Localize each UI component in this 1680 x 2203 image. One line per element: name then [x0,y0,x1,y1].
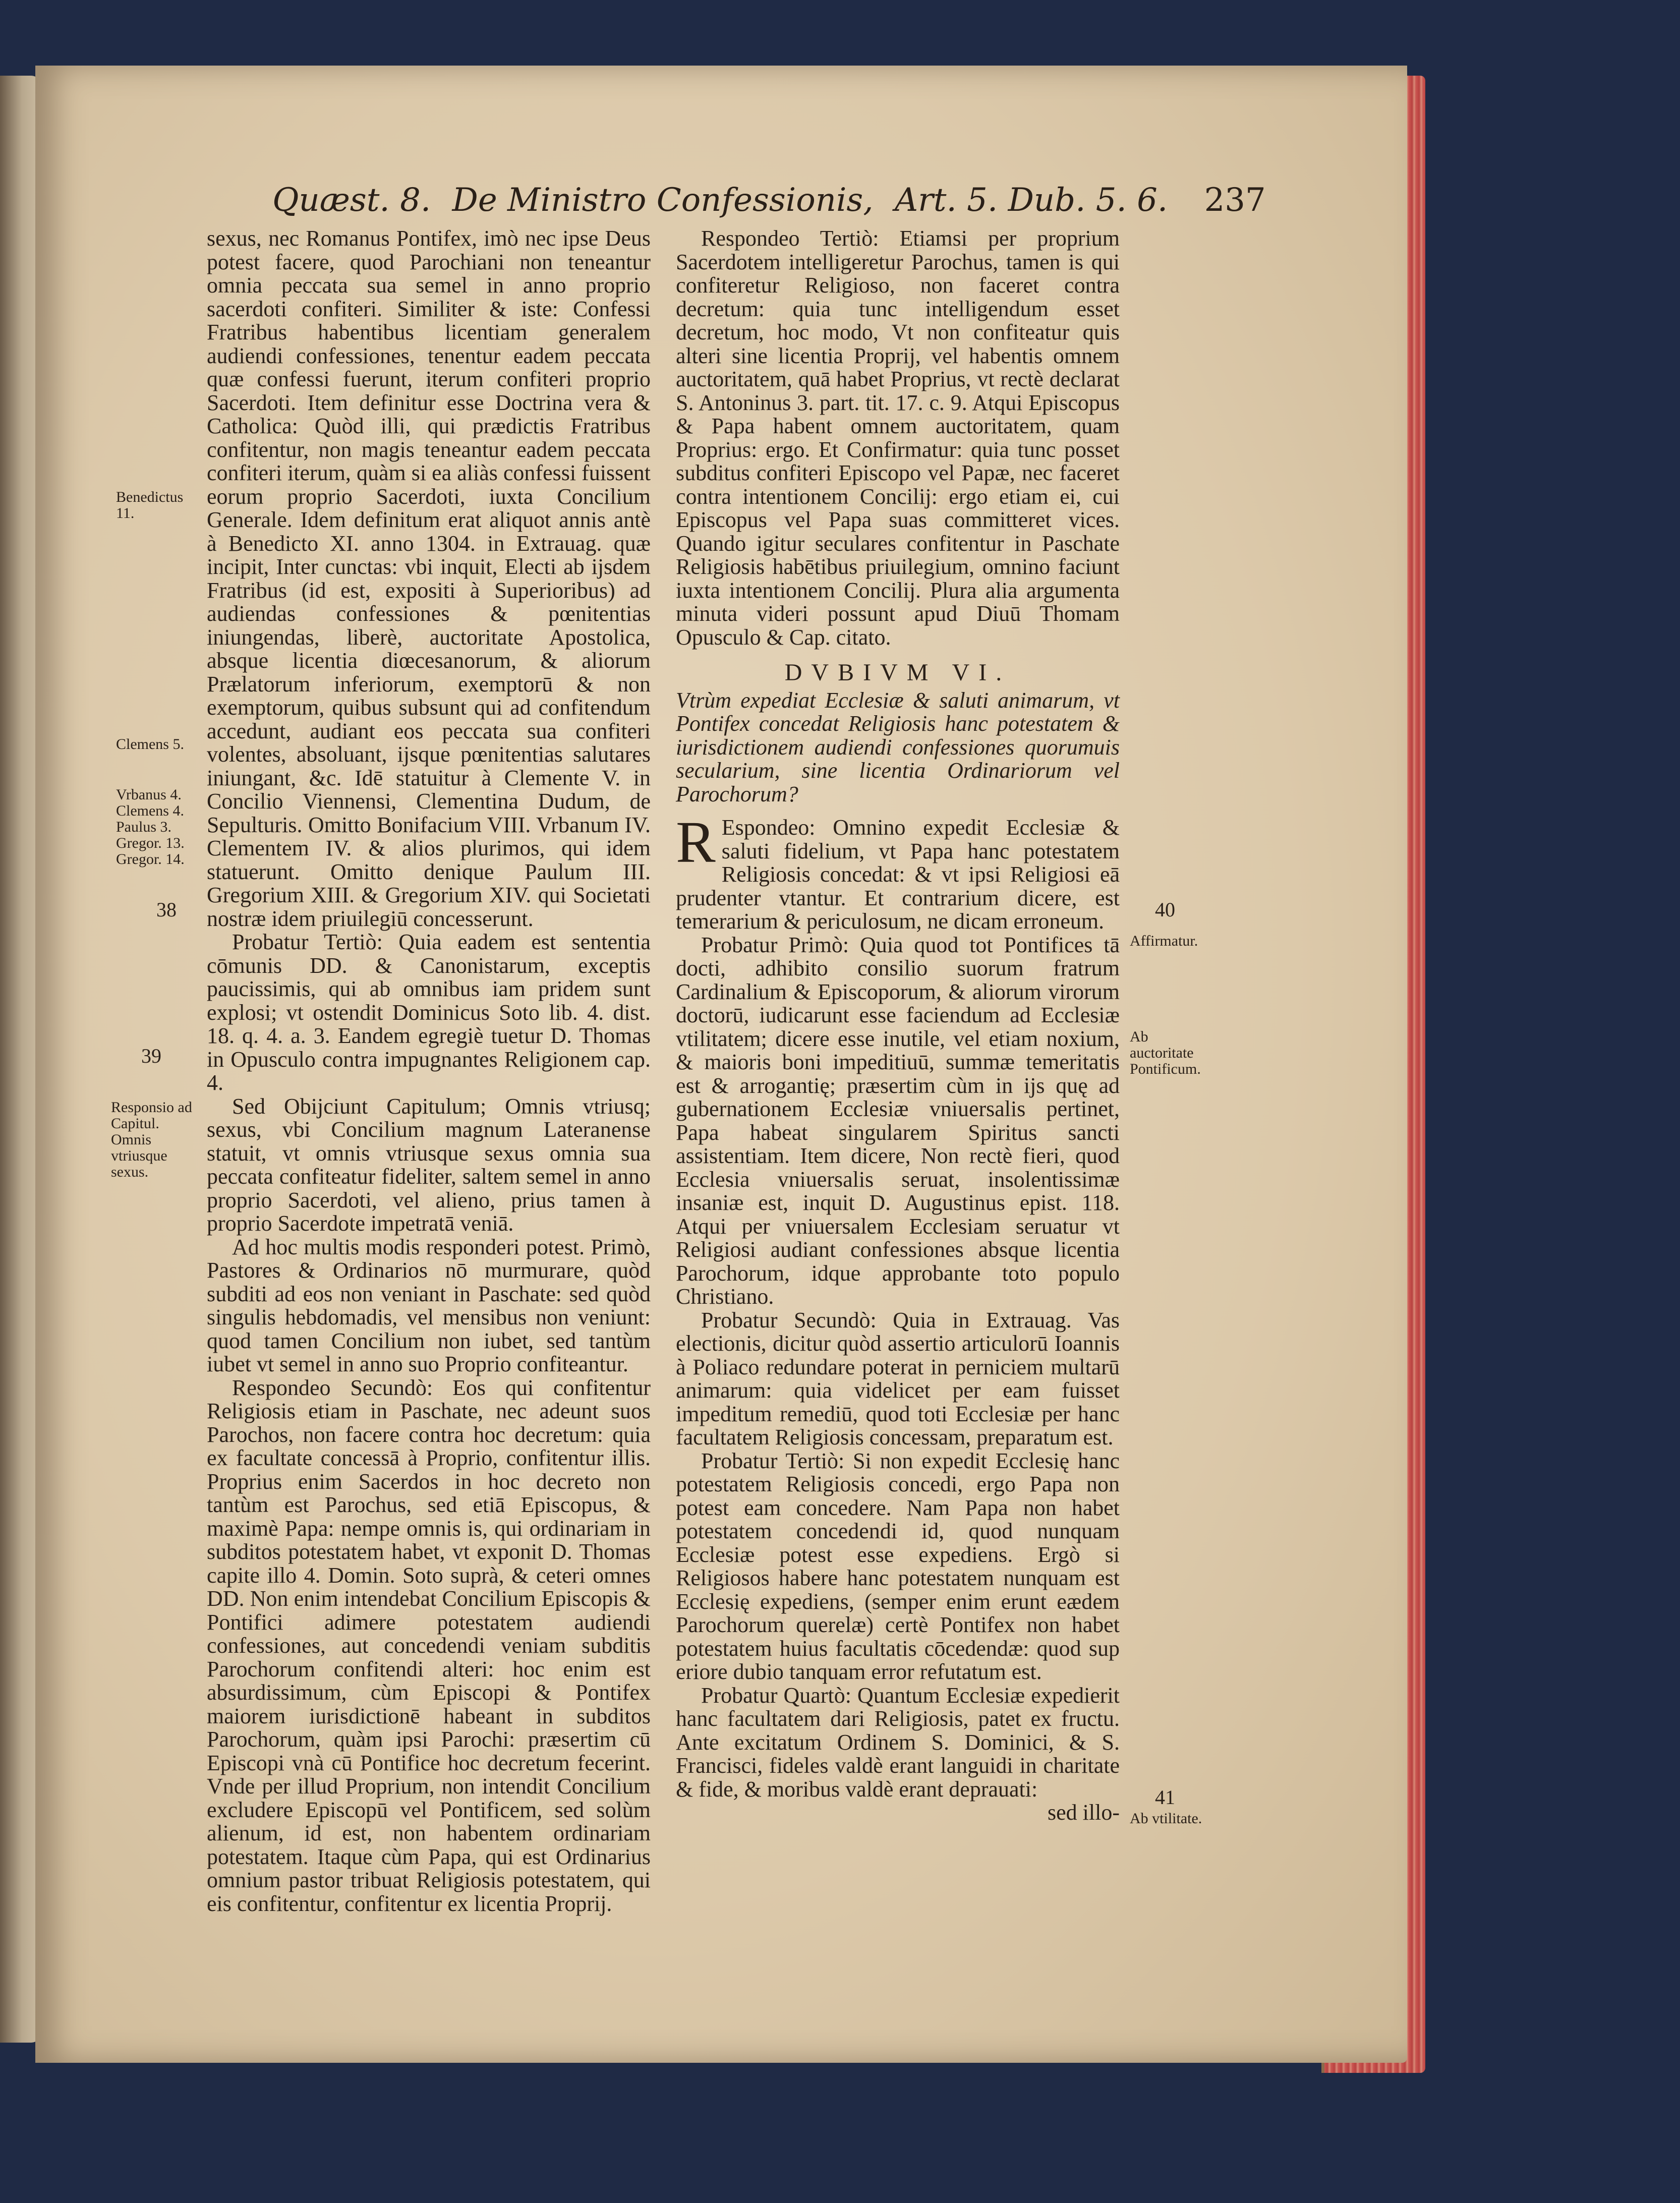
margin-note-responsio: Responsio ad Capitul. Omnis vtriusque sexus. [111,1099,192,1180]
margin-number-40: 40 [1155,898,1175,921]
margin-note-vtilitate: Ab vtilitate. [1130,1810,1202,1827]
paragraph: Probatur Tertiò: Quia eadem est sententia cōmunis DD. & Canonistarum, exceptis paucissimis, qui ab omnibus iam pridem sunt explosi; vt ostendit Dominicus Soto lib. 4. dist. 18. q. 4. a. 3. Eandem egregiè tuetur D. Thomas in Opusculo contra impugnantes Religionem cap. 4. [207,930,651,1095]
margin-number-41: 41 [1155,1786,1175,1809]
answer-paragraph [676,809,1120,934]
running-header [272,182,1266,232]
paragraph: sexus, nec Romanus Pontifex, imò nec ipse Deus potest facere, quod Parochiani non teneantur omnia peccata sua semel in anno proprio sacerdoti confiteri. Similiter & iste: Confessi Fratribus habentibus licentiam generalem audiendi confessiones, tenentur eadem peccata quæ confessi fuerunt, iterum confiteri proprio Sacerdoti. Item definitur esse Doctrina vera & Catholica: Quòd illi, qui prædictis Fratribus confitentur, non magis teneantur eadem peccata confiteri iterum, quàm si ea aliàs confessi fuissent eorum proprio Sacerdoti, iuxta Concilium Generale. Idem definitum erat aliquot annis antè à Benedicto XI. anno 1304. in Extrauag. quæ incipit, Inter cunctas: vbi inquit, Electi ab ijsdem Fratribus (id est, expositi à Superioribus) ad audiendas confessiones & pœnitentias iniungendas, liberè, auctoritate Apostolica, absque licentia diœcesanorum, & aliorum Prælatorum inferiorum, exemptorū & non exemptorum, quibus subsunt qui ad confitendum accedunt, audiant eos peccata sua confiteri volentes, absoluant, ijsque pœnitentias salutares iniungant, &c. Idē statuitur à Clemente V. in Concilio Viennensi, Clementina Dudum, de Sepulturis. Omitto Bonifacium VIII. Vrbanum IV. Clementem IV. & alios plurimos, qui idem statuerunt. Omitto denique Paulum III. Gregorium XIII. & Gregorium XIV. qui Societati nostræ idem priuilegiū concesserunt. [207,226,651,931]
header-quaest: Quæst. 8. [272,182,431,219]
margin-note-affirmatur: Affirmatur. [1130,933,1198,949]
paragraph: Probatur Primò: Quia quod tot Pontifices tā docti, adhibito consilio suorum fratrum Cardinalium & Episcoporum, & aliorum virorum doctorū, iudicarunt esse faciendum ad Ecclesiæ vtilitatem; dicere esse inutile, vel etiam noxium, & maioris boni impeditiuū, summæ temeritatis est & arrogantię; præsertim cùm in ijs quę ad gubernationem Ecclesiæ vniuersalis pertinet, Papa habeat singularem Spiritus sancti assistentiam. Item dicere, Non rectè fieri, quod Ecclesia vniuersalis seruat, insolentissimæ insaniæ est, inquit D. Augustinus epist. 118. Atqui per vniuersalem Ecclesiam seruatur vt Religiosi audiant confessiones absque licentia Parochorum, idque approbante toto populo Christiano. [676,932,1120,1309]
paragraph: Ad hoc multis modis responderi potest. Primò, Pastores & Ordinarios nō murmurare, quòd subditi ad eos non veniant in Paschate: sed quòd singulis hebdomadis, vel mensibus non veniunt: quod tamen Concilium non iubet, sed tantùm iubet vt semel in anno suo Proprio confiteantur. [207,1234,651,1376]
drop-cap: R [676,809,716,875]
margin-note-benedictus: Benedictus 11. [116,489,184,521]
paragraph: Sed Obijciunt Capitulum; Omnis vtriusq; sexus, vbi Concilium magnum Lateranense statuit, vt omnis vtriusque sexus omnia sua peccata confiteatur fideliter, saltem semel in anno proprio Sacerdoti, vel alieno, prius tamen à proprio Sacerdote impetratā veniā. [207,1093,651,1236]
page-number: 237 [1204,182,1266,219]
paragraph: Respondeo Tertiò: Etiamsi per proprium Sacerdotem intelligeretur Parochus, tamen is qui confiteretur Religioso, non faceret contra decretum: quia tunc intelligendum esset decretum, hoc modo, Vt non confiteatur quis alteri sine licentia Proprij, vel habentis omnem auctoritatem, quā habet Proprius, vt rectè declarat S. Antoninus 3. part. tit. 17. c. 9. Atqui Episcopus & Papa habent omnem auctoritatem, quam Proprius: ergo. Et Confirmatur: quia tunc posset subditus confiteri Episcopo vel Papæ, nec faceret contra intentionem Concilij: ergo etiam ei, cui Episcopus vel Papa suas committeret vices. Quando igitur seculares confitentur in Paschate Religiosis habētibus priuilegium, omnino faciunt iuxta intentionem Concilij. Plura alia argumenta minuta videri possunt apud Diuū Thomam Opusculo & Cap. citato. [676,226,1120,650]
right-column [676,227,1120,1825]
margin-note-clemens: Clemens 5. [116,736,184,752]
paragraph: Probatur Quartò: Quantum Ecclesiæ expedierit hanc facultatem dari Religiosis, patet ex fructu. Ante excitatum Ordinem S. Dominici, & S. Francisci, fideles valdè erant languidi in charitate & fide, & moribus valdè erant deprauati: [676,1683,1120,1802]
margin-number-38: 38 [156,898,177,921]
paragraph: Probatur Secundò: Quia in Extrauag. Vas electionis, dicitur quòd assertio articulorū Ioannis à Poliaco redundare poterat in perniciem multarū animarum: quia videlicet per eam fuisset impeditum remediū, quod toti Ecclesiæ per hanc facultatem Religiosis concessam, preparatum est. [676,1307,1120,1450]
catchword: sed illo- [1048,1800,1120,1825]
header-article: Art. 5. Dub. 5. 6. [894,182,1168,219]
paragraph: Respondeo Secundò: Eos qui confitentur Religiosis etiam in Paschate, nec adeunt suos Parochos, non facere contra hoc decretum: quia ex facultate concessā à Proprio, confitentur illis. Proprius enim Sacerdos in hoc decreto non tantùm est Parochus, sed etiā Episcopus, & maximè Papa: nempe omnis is, qui ordinariam in subditos potestatem habet, vt exponit D. Thomas capite illo 4. Domin. Soto suprà, & ceteri omnes DD. Non enim intendebat Concilium Episcopis & Pontifici adimere potestatem audiendi confessiones, aut concedendi veniam subditis Parochorum confitendi alteri: hoc enim est absurdissimum, cùm Episcopi & Pontifex maiorem iurisdictionē habeant in subditos Parochorum, quàm ipsi Parochi: præsertim cū Episcopi vnà cū Pontifice hoc decretum fecerint. Vnde per illud Proprium, non intendit Concilium excludere Episcopū vel Pontificem, sed solùm alienum, id est, non habentem ordinariam potestatem. Itaque cùm Papa, qui est Ordinarius omnium pastor tribuat Religiosis potestatem, qui eis confitentur, confitentur ex licentia Proprij. [207,1375,651,1916]
margin-note-popes: Vrbanus 4. Clemens 4. Paulus 3. Gregor. 13. Gregor. 14. [116,786,185,867]
left-column [207,227,651,1916]
answer-text: Espondeo: Omnino expedit Ecclesiæ & saluti fidelium, vt Papa hanc potestatem Religiosis concedat: & vt ipsi Religiosi eā prudenter vtantur. Et contrarium dicere, est temerarium & periculosum, ne dicam erroneum. [676,815,1120,934]
dubium-heading: DVBIVM VI. [784,659,1011,686]
dubium-question: Vtrùm expediat Ecclesiæ & saluti animarum, vt Pontifex concedat Religiosis hanc potestatem & iurisdictionem audiendi confessiones quorumuis secularium, sine licentia Ordinariorum vel Parochorum? [676,687,1120,806]
paragraph: Probatur Tertiò: Si non expedit Ecclesię hanc potestatem Religiosis concedi, ergo Papa non potest eam concedere. Nam Papa non habet potestatem concedendi id, quod nunquam Ecclesiæ potest esse expediens. Ergò si Religiosos habere hanc potestatem nunquam est Ecclesię expediens, (semper enim erunt eædem Parochorum querelæ) certè Pontifex non habet potestatem huius facultatis cōcedendæ: quod sup eriore dubio tanquam error refutatum est. [676,1448,1120,1684]
header-title: De Ministro Confessionis, [452,182,874,219]
previous-page-edge [0,76,40,2043]
margin-number-39: 39 [141,1045,161,1067]
margin-note-auctoritate: Ab auctoritate Pontificum. [1130,1028,1201,1077]
